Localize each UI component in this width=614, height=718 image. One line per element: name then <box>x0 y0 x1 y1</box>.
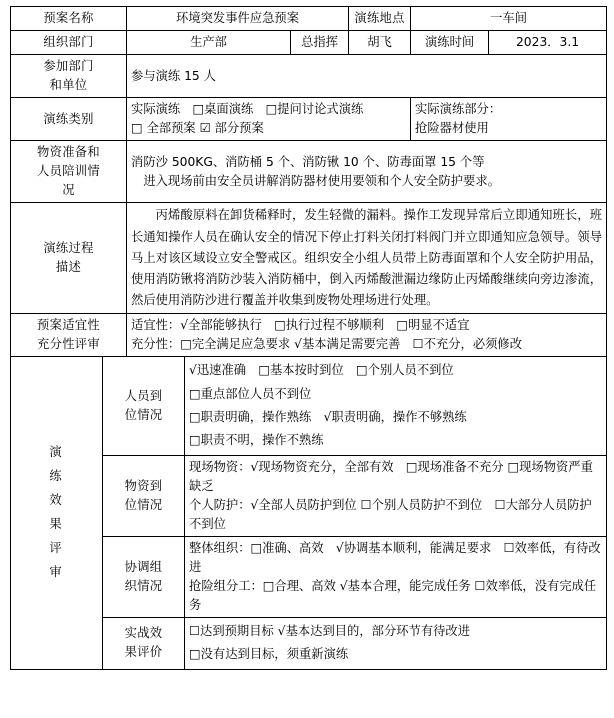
personal-protection-option-line[interactable]: 个人防护：√全部人员防护到位 ☐个别人员防护不到位 ☐大部分人员防护不到位 <box>189 497 592 531</box>
table-row-suitability-review <box>11 314 607 357</box>
vertical-label-char-0: 演 <box>49 445 64 460</box>
drill-evaluation-form-table <box>10 6 607 670</box>
table-row-plan-name <box>11 7 607 31</box>
table-row-process-description <box>11 203 607 314</box>
plan-name-label: 预案名称 <box>11 7 127 31</box>
site-materials-option-line[interactable]: 现场物资：√现场物资充分，全部有效 □现场准备不充分 □现场物资严重缺乏 <box>189 459 593 493</box>
commander-label: 总指挥 <box>291 31 349 55</box>
vertical-label-char-5: 审 <box>49 564 64 579</box>
materials-arrival-options <box>185 455 607 536</box>
organizing-department-value: 生产部 <box>127 31 291 55</box>
suitability-review-label-line1: 预案适宜性 <box>37 318 100 333</box>
vertical-label-char-4: 评 <box>49 540 64 555</box>
personnel-arrival-options <box>185 357 607 455</box>
table-row-drill-category <box>11 98 607 141</box>
practical-effect-option-line2[interactable]: □没有达到目标，须重新演练 <box>189 647 349 662</box>
practical-effect-options <box>185 618 607 670</box>
drill-location-value: 一车间 <box>411 7 607 31</box>
plan-name-value: 环境突发事件应急预案 <box>127 7 349 31</box>
drill-time-label: 演练时间 <box>411 31 489 55</box>
participants-value: 参与演练 15 人 <box>127 55 607 98</box>
participants-label-line2: 和单位 <box>49 78 88 93</box>
table-row-organizing-department <box>11 31 607 55</box>
process-description-label-line1: 演练过程 <box>43 241 94 256</box>
process-description-paragraph: 丙烯酸原料在卸货稀释时，发生轻微的漏料。操作工发现异常后立即通知班长，班长通知操作人员在确认安全的情况下停止打料关闭打料阀门并立即通知应急领导。领导马上对该区域设立安全警戒区。组织安全小组人员带上防毒面罩和个人安全防护用品，使用消防锹将消防沙装入消防桶中，倒入丙烯酸泄漏边缘防止丙烯酸继续向旁边渗流，然后使用消防沙进行覆盖并收集到废物处理场进行处理。 <box>131 208 603 307</box>
drill-category-options <box>127 98 411 141</box>
personnel-option-line1[interactable]: √迅速准确 □基本按时到位 □个别人员不到位 <box>189 363 454 378</box>
actual-drill-part <box>411 98 607 141</box>
personnel-arrival-label-line1: 人员到 <box>124 388 163 403</box>
materials-arrival-label-line1: 物资到 <box>124 478 163 493</box>
materials-preparation-label <box>11 141 127 203</box>
table-row-personnel-arrival <box>11 357 607 455</box>
rescue-team-division-option-line[interactable]: 抢险组分工：□合理、高效 √基本合理，能完成任务 ☐效率低，没有完成任务 <box>189 578 597 612</box>
materials-training-line: 进入现场前由安全员讲解消防器材使用要领和个人安全防护要求。 <box>143 173 500 188</box>
suitability-review-label <box>11 314 127 357</box>
drill-time-value: 2023．3.1 <box>489 31 607 55</box>
personnel-arrival-label-line2: 位情况 <box>124 407 163 422</box>
suitability-review-options <box>127 314 607 357</box>
drill-category-label: 演练类别 <box>11 98 127 141</box>
personnel-option-line3[interactable]: □职责明确，操作熟练 √职责明确，操作不够熟练 <box>189 409 467 424</box>
personnel-option-line2[interactable]: □重点部位人员不到位 <box>189 386 312 401</box>
table-row-materials-preparation <box>11 141 607 203</box>
actual-drill-part-title: 实际演练部分： <box>415 102 502 117</box>
coordination-label-line1: 协调组 <box>124 559 163 574</box>
practical-effect-label <box>103 618 185 670</box>
process-description-label-line2: 描述 <box>55 260 82 275</box>
personnel-arrival-label <box>103 357 185 455</box>
vertical-label-char-3: 果 <box>49 516 64 531</box>
review-block-vertical-label <box>11 357 103 670</box>
commander-value: 胡飞 <box>349 31 411 55</box>
materials-preparation-label-line1: 物资准备和 <box>37 145 100 160</box>
personnel-option-line4[interactable]: □职责不明，操作不熟练 <box>189 433 324 448</box>
practical-effect-option-line1[interactable]: ☐达到预期目标 √基本达到目的，部分环节有待改进 <box>189 624 471 639</box>
materials-list-line: 消防沙 500KG、消防桶 5 个、消防锹 10 个、防毒面罩 15 个等 <box>131 154 485 169</box>
process-description-label <box>11 203 127 314</box>
organizing-department-label: 组织部门 <box>11 31 127 55</box>
vertical-label-char-2: 效 <box>49 493 64 508</box>
vertical-label-char-1: 练 <box>49 469 64 484</box>
process-description-text <box>127 203 607 314</box>
coordination-label-line2: 织情况 <box>124 578 163 593</box>
practical-effect-label-line2: 果评价 <box>124 645 163 660</box>
materials-preparation-value <box>127 141 607 203</box>
adequacy-option-line[interactable]: 充分性：□完全满足应急要求 √基本满足需要完善 ☐不充分，必须修改 <box>131 337 523 352</box>
suitability-option-line[interactable]: 适宜性：√全部能够执行 □执行过程不够顺利 □明显不适宜 <box>131 318 470 333</box>
coordination-label <box>103 536 185 617</box>
materials-preparation-label-line2: 人员陪训情 <box>37 164 100 179</box>
materials-arrival-label-line2: 位情况 <box>124 497 163 512</box>
overall-organization-option-line[interactable]: 整体组织：□准确、高效 √协调基本顺利，能满足要求 ☐效率低，有待改进 <box>189 540 601 574</box>
drill-location-label: 演练地点 <box>349 7 411 31</box>
table-row-participants <box>11 55 607 98</box>
participants-label-line1: 参加部门 <box>43 59 94 74</box>
actual-drill-part-value: 抢险器材使用 <box>415 121 489 136</box>
drill-category-option-line1[interactable]: 实际演练 □桌面演练 □提问讨论式演练 <box>131 102 364 117</box>
practical-effect-label-line1: 实战效 <box>124 626 163 641</box>
materials-arrival-label <box>103 455 185 536</box>
participants-label <box>11 55 127 98</box>
suitability-review-label-line2: 充分性评审 <box>37 337 100 352</box>
coordination-options <box>185 536 607 617</box>
drill-category-option-line2[interactable]: □ 全部预案 ☑ 部分预案 <box>131 121 264 136</box>
materials-preparation-label-line3: 况 <box>62 183 75 198</box>
